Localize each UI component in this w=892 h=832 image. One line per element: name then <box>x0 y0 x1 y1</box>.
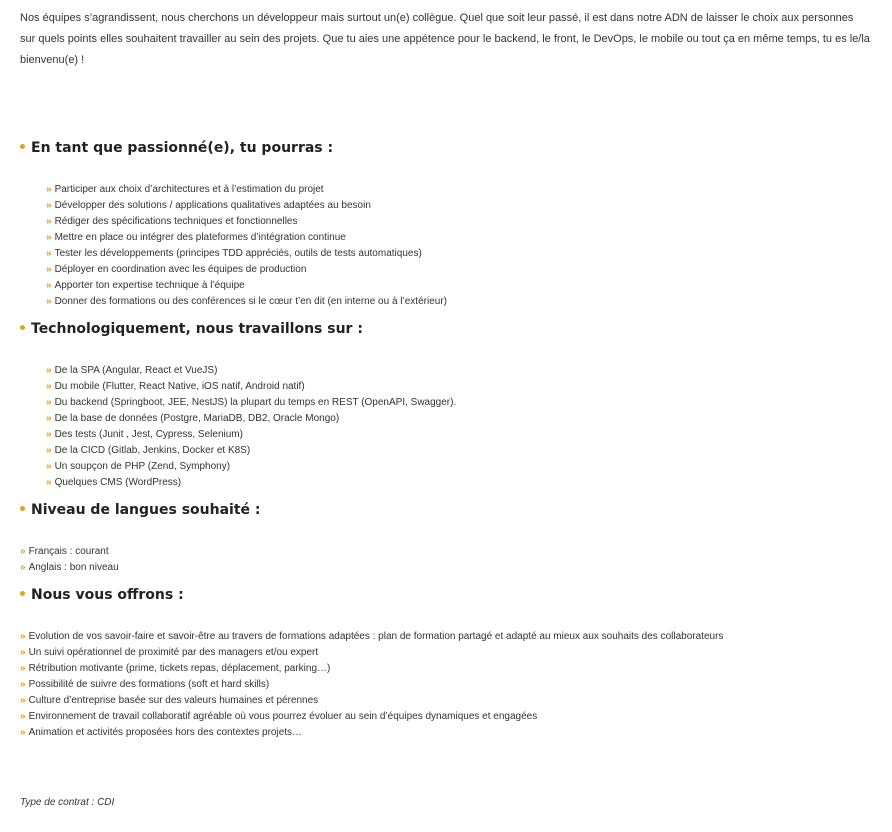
list-item: » Environnement de travail collaboratif agréable où vous pourrez évoluer au sein d’équipes dynamiques et engagées <box>20 711 538 722</box>
list-item: » Evolution de vos savoir-faire et savoir-être au travers de formations adaptées : plan de formation partagé et adapté au mieux aux souhaits des collaborateurs <box>20 631 724 642</box>
bullet-dot-icon <box>20 591 25 596</box>
double-chevron-right-icon: » <box>46 397 52 408</box>
double-chevron-right-icon: » <box>46 429 52 440</box>
double-chevron-right-icon: » <box>20 679 26 690</box>
list-offres <box>20 629 723 741</box>
list-technologies <box>46 363 456 491</box>
list-langues <box>20 544 119 576</box>
double-chevron-right-icon: » <box>46 461 52 472</box>
list-item: » Possibilité de suivre des formations (soft et hard skills) <box>20 679 270 690</box>
double-chevron-right-icon: » <box>20 663 26 674</box>
double-chevron-right-icon: » <box>20 711 26 722</box>
list-item: » De la SPA (Angular, React et VueJS) <box>46 365 218 376</box>
section-title: Niveau de langues souhaité : <box>31 502 261 518</box>
double-chevron-right-icon: » <box>46 264 52 275</box>
list-item: » Participer aux choix d’architectures et à l’estimation du projet <box>46 184 324 195</box>
double-chevron-right-icon: » <box>46 477 52 488</box>
list-item: » Apporter ton expertise technique à l’équipe <box>46 280 245 291</box>
list-item: » Du mobile (Flutter, React Native, iOS natif, Android natif) <box>46 381 305 392</box>
list-item: » Animation et activités proposées hors des contextes projets… <box>20 727 303 738</box>
double-chevron-right-icon: » <box>20 727 26 738</box>
list-item: » Mettre en place ou intégrer des plateformes d’intégration continue <box>46 232 346 243</box>
list-item: » Donner des formations ou des conférences si le cœur t’en dit (en interne ou à l’extérieur) <box>46 296 447 307</box>
double-chevron-right-icon: » <box>46 184 52 195</box>
double-chevron-right-icon: » <box>46 280 52 291</box>
section-heading-technologies <box>20 319 363 339</box>
double-chevron-right-icon: » <box>20 647 26 658</box>
list-item: » Développer des solutions / applications qualitatives adaptées au besoin <box>46 200 371 211</box>
list-item: » Rétribution motivante (prime, tickets repas, déplacement, parking…) <box>20 663 331 674</box>
double-chevron-right-icon: » <box>20 546 26 557</box>
double-chevron-right-icon: » <box>46 413 52 424</box>
list-item: » De la base de données (Postgre, MariaDB, DB2, Oracle Mongo) <box>46 413 340 424</box>
section-heading-passionne <box>20 138 333 158</box>
double-chevron-right-icon: » <box>20 631 26 642</box>
list-item: » Quelques CMS (WordPress) <box>46 477 182 488</box>
double-chevron-right-icon: » <box>46 365 52 376</box>
bullet-dot-icon <box>20 144 25 149</box>
list-item: » Anglais : bon niveau <box>20 562 119 573</box>
section-title: Technologiquement, nous travaillons sur : <box>31 321 363 337</box>
double-chevron-right-icon: » <box>46 216 52 227</box>
list-item: » Tester les développements (principes TDD appréciés, outils de tests automatiques) <box>46 248 422 259</box>
double-chevron-right-icon: » <box>46 381 52 392</box>
list-item: » Déployer en coordination avec les équipes de production <box>46 264 307 275</box>
section-title: En tant que passionné(e), tu pourras : <box>31 140 334 156</box>
section-heading-offres <box>20 585 184 605</box>
section-title: Nous vous offrons : <box>31 587 184 603</box>
list-item: » Du backend (Springboot, JEE, NestJS) la plupart du temps en REST (OpenAPI, Swagger). <box>46 397 457 408</box>
list-item: » Rédiger des spécifications techniques et fonctionnelles <box>46 216 298 227</box>
bullet-dot-icon <box>20 325 25 330</box>
list-item: » Un soupçon de PHP (Zend, Symphony) <box>46 461 231 472</box>
bullet-dot-icon <box>20 506 25 511</box>
double-chevron-right-icon: » <box>46 232 52 243</box>
double-chevron-right-icon: » <box>20 562 26 573</box>
double-chevron-right-icon: » <box>46 248 52 259</box>
double-chevron-right-icon: » <box>46 296 52 307</box>
double-chevron-right-icon: » <box>46 200 52 211</box>
contract-type: Type de contrat : CDI <box>20 797 115 808</box>
double-chevron-right-icon: » <box>46 445 52 456</box>
list-item: » Culture d’entreprise basée sur des valeurs humaines et pérennes <box>20 695 319 706</box>
list-passionne <box>46 182 447 310</box>
list-item: » Des tests (Junit , Jest, Cypress, Selenium) <box>46 429 243 440</box>
double-chevron-right-icon: » <box>20 695 26 706</box>
list-item: » Un suivi opérationnel de proximité par des managers et/ou expert <box>20 647 319 658</box>
list-item: » Français : courant <box>20 546 109 557</box>
section-heading-langues <box>20 500 261 520</box>
intro-paragraph: Nos équipes s’agrandissent, nous cherchons un développeur mais surtout un(e) collègue. Quel que soit leur passé, il est dans notre ADN de laisser le choix aux personnes sur quels points elles souhaitent travailler au sein des projets. Que tu aies une appétence pour le backend, le front, le DevOps, le mobile ou tout ça en même temps, tu es le/la bienvenu(e) ! <box>20 12 870 66</box>
list-item: » De la CICD (Gitlab, Jenkins, Docker et K8S) <box>46 445 251 456</box>
